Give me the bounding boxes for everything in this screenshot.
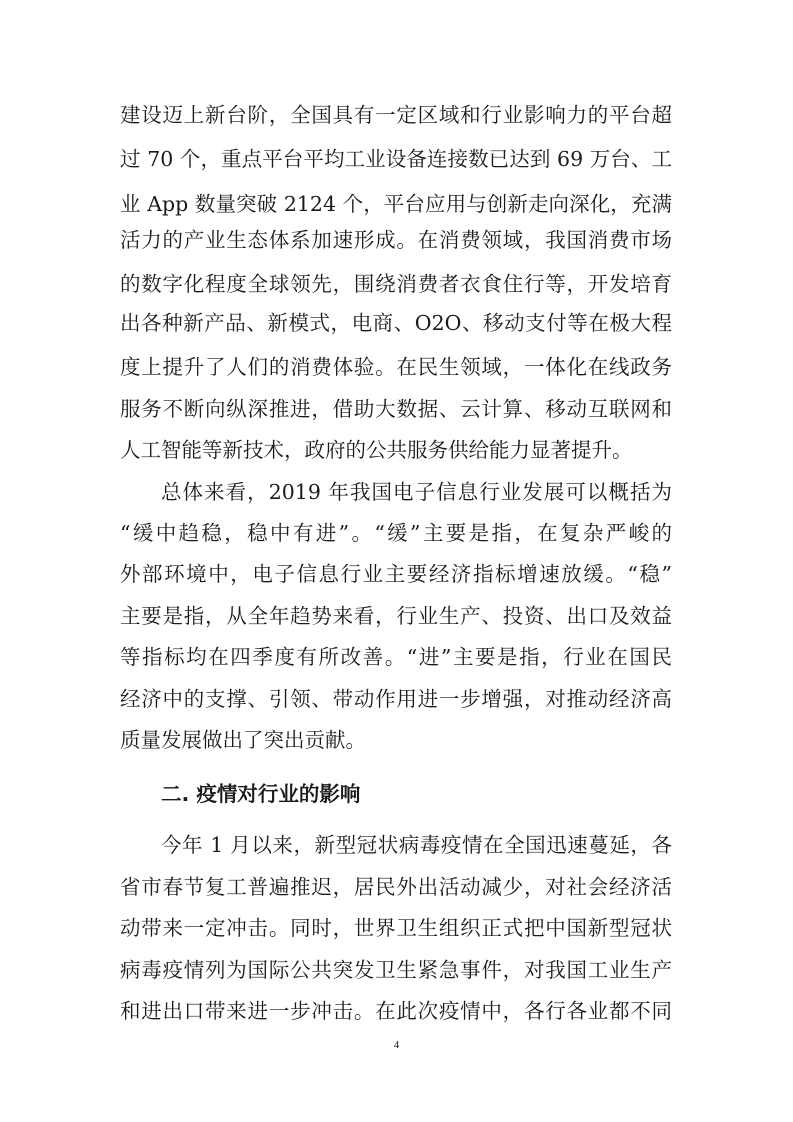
text-line: 和进出口带来进一步冲击。在此次疫情中，各行各业都不同 [120,999,672,1023]
text-line: 过 70 个，重点平台平均工业设备连接数已达到 69 万台、工 [120,147,672,171]
text-line: 总体来看，2019 年我国电子信息行业发展可以概括为 [161,480,672,504]
text-line: 动带来一定冲击。同时，世界卫生组织正式把中国新型冠状 [120,916,672,940]
text-line: 省市春节复工普遍推迟，居民外出活动减少，对社会经济活 [120,875,672,899]
text-line: 病毒疫情列为国际公共突发卫生紧急事件，对我国工业生产 [120,958,672,982]
text-line: 建设迈上新台阶，全国具有一定区域和行业影响力的平台超 [120,103,672,127]
text-line: “缓中趋稳，稳中有进”。“缓”主要是指，在复杂严峻的 [120,521,672,545]
text-line: 今年 1 月以来，新型冠状病毒疫情在全国迅速蔓延，各 [161,833,672,857]
text-line: 服务不断向纵深推进，借助大数据、云计算、移动互联网和 [120,397,672,421]
text-line: 人工智能等新技术，政府的公共服务供给能力显著提升。 [120,438,633,462]
text-line: 等指标均在四季度有所改善。“进”主要是指，行业在国民 [120,645,672,669]
text-line: 的数字化程度全球领先，围绕消费者衣食住行等，开发培育 [120,272,672,296]
text-line: 出各种新产品、新模式，电商、O2O、移动支付等在极大程 [120,311,672,335]
page-number: 4 [393,1039,400,1051]
section-heading: 二. 疫情对行业的影响 [161,782,361,806]
text-line: 质量发展做出了突出贡献。 [120,728,366,752]
text-line: 外部环境中，电子信息行业主要经济指标增速放缓。“稳” [120,562,672,586]
text-line: 经济中的支撑、引领、带动作用进一步增强，对推动经济高 [120,687,672,711]
text-line: 业 App 数量突破 2124 个，平台应用与创新走向深化，充满 [120,192,672,216]
text-line: 度上提升了人们的消费体验。在民生领域，一体化在线政务 [120,355,672,379]
text-line: 活力的产业生态体系加速形成。在消费领域，我国消费市场 [120,228,672,252]
text-line: 主要是指，从全年趋势来看，行业生产、投资、出口及效益 [120,604,672,628]
